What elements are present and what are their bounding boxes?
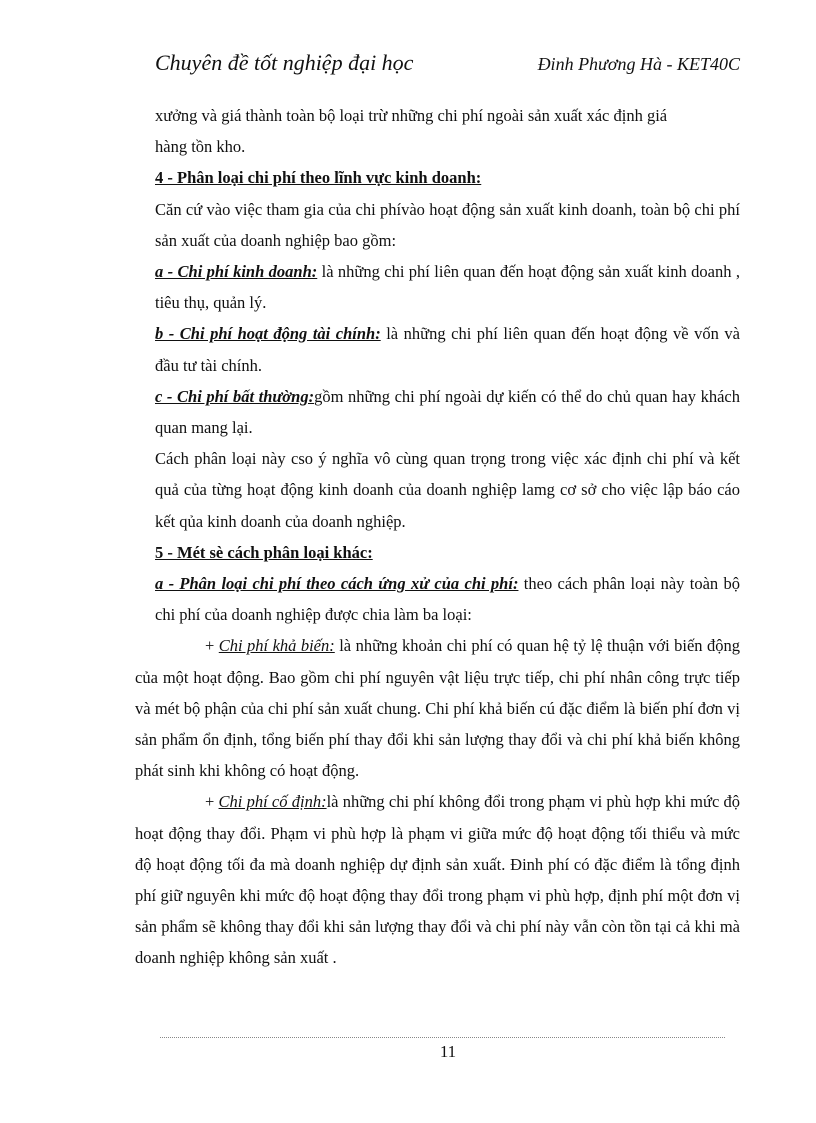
section-heading-4-text: 4 - Phân loại chi phí theo lĩnh vực kinh doanh: [155, 168, 482, 188]
document-title: Chuyên đề tốt nghiệp đại học [155, 50, 414, 75]
fixed-cost-prefix: + [205, 792, 219, 812]
page-content [135, 100, 741, 974]
section-heading-5-text: 5 - Mét sè cách phân loại khác: [155, 542, 373, 562]
paragraph-1-line-2: hàng tồn kho. [155, 137, 246, 157]
item-a-text: là những chi phí liên quan đến hoạt động sản xuất kinh doanh , tiêu thụ, quản lý. [155, 262, 740, 313]
variable-cost-paragraph [135, 630, 740, 786]
item-c [155, 381, 740, 443]
page-number-text: 11 [439, 1042, 457, 1061]
item-a-label: a - Chi phí kinh doanh: [155, 262, 318, 282]
variable-cost-text: là những khoản chi phí có quan hệ tỷ lệ thuận với biến động của một hoạt động. Bao gồm chi phí nguyên vật liệu trực tiếp, chi phí nhân công trực tiếp và mét bộ phận của chi phí sản xuất chung. Chi phí khả biến cú đặc điểm là biến phí đơn vị sản phẩm ổn định, tổng biến phí thay đổi khi sản lượng thay đổi và chi phí khả biến không phát sinh khi không có hoạt động. [135, 636, 741, 781]
page-number [0, 1042, 816, 1062]
paragraph-2: Căn cứ vào việc tham gia của chi phívào hoạt động sản xuất kinh doanh, toàn bộ chi phí sản xuất của doanh nghiệp bao gồm: [155, 199, 740, 250]
item-b-text: là những chi phí liên quan đến hoạt động về vốn và đầu tư tài chính. [155, 324, 740, 375]
item-a5-label: a - Phân loại chi phí theo cách ứng xử của chi phí: [155, 574, 519, 594]
item-c-label: c - Chi phí bất thường: [155, 386, 315, 406]
author-label: Đinh Phương Hà - KET40C [537, 54, 740, 74]
paragraph-3: Cách phân loại này cso ý nghĩa vô cùng quan trọng trong việc xác định chi phí và kết quả của từng hoạt động kinh doanh của doanh nghiệp lamg cơ sở cho việc lập báo cáo kết qủa kinh doanh của doanh nghiệp. [155, 449, 740, 531]
item-a5 [155, 568, 740, 630]
item-b [155, 318, 740, 380]
item-b-label: b - Chi phí hoạt động tài chính: [155, 324, 381, 344]
section-heading-4 [155, 162, 740, 193]
variable-cost-prefix: + [205, 636, 219, 656]
item-c-text: gồm những chi phí ngoài dự kiến có thể do chủ quan hay khách quan mang lại. [155, 386, 740, 438]
variable-cost-label: Chi phí khả biến: [218, 636, 335, 656]
fixed-cost-text: là những chi phí không đổi trong phạm vi phù hợp khi mức độ hoạt động thay đổi. Phạm vi phù hợp là phạm vi giữa mức độ hoạt động tối thiểu và mức độ hoạt động tối đa mà doanh nghiệp dự định sản xuất. Đinh phí có đặc điểm là tổng định phí giữ nguyên khi mức độ hoạt động thay đổi trong phạm vi phù hợp, định phí một đơn vị sản phẩm sẽ không thay đổi khi sản lượng thay đổi và chi phí này vẫn còn tồn tại cả khi mà doanh nghiệp không sản xuất . [135, 792, 740, 968]
section-heading-5 [155, 537, 740, 568]
fixed-cost-label: Chi phí cố định: [218, 792, 327, 812]
paragraph-1 [155, 100, 740, 162]
page-header [155, 48, 740, 88]
item-a5-text: theo cách phân loại này toàn bộ chi phí của doanh nghiệp được chia làm ba loại: [155, 574, 740, 625]
footer-divider [160, 1037, 725, 1038]
fixed-cost-paragraph [135, 786, 740, 973]
item-a [155, 256, 740, 318]
paragraph-1-line-1: xưởng và giá thành toàn bộ loại trừ những chi phí ngoài sản xuất xác định giá [155, 106, 668, 125]
